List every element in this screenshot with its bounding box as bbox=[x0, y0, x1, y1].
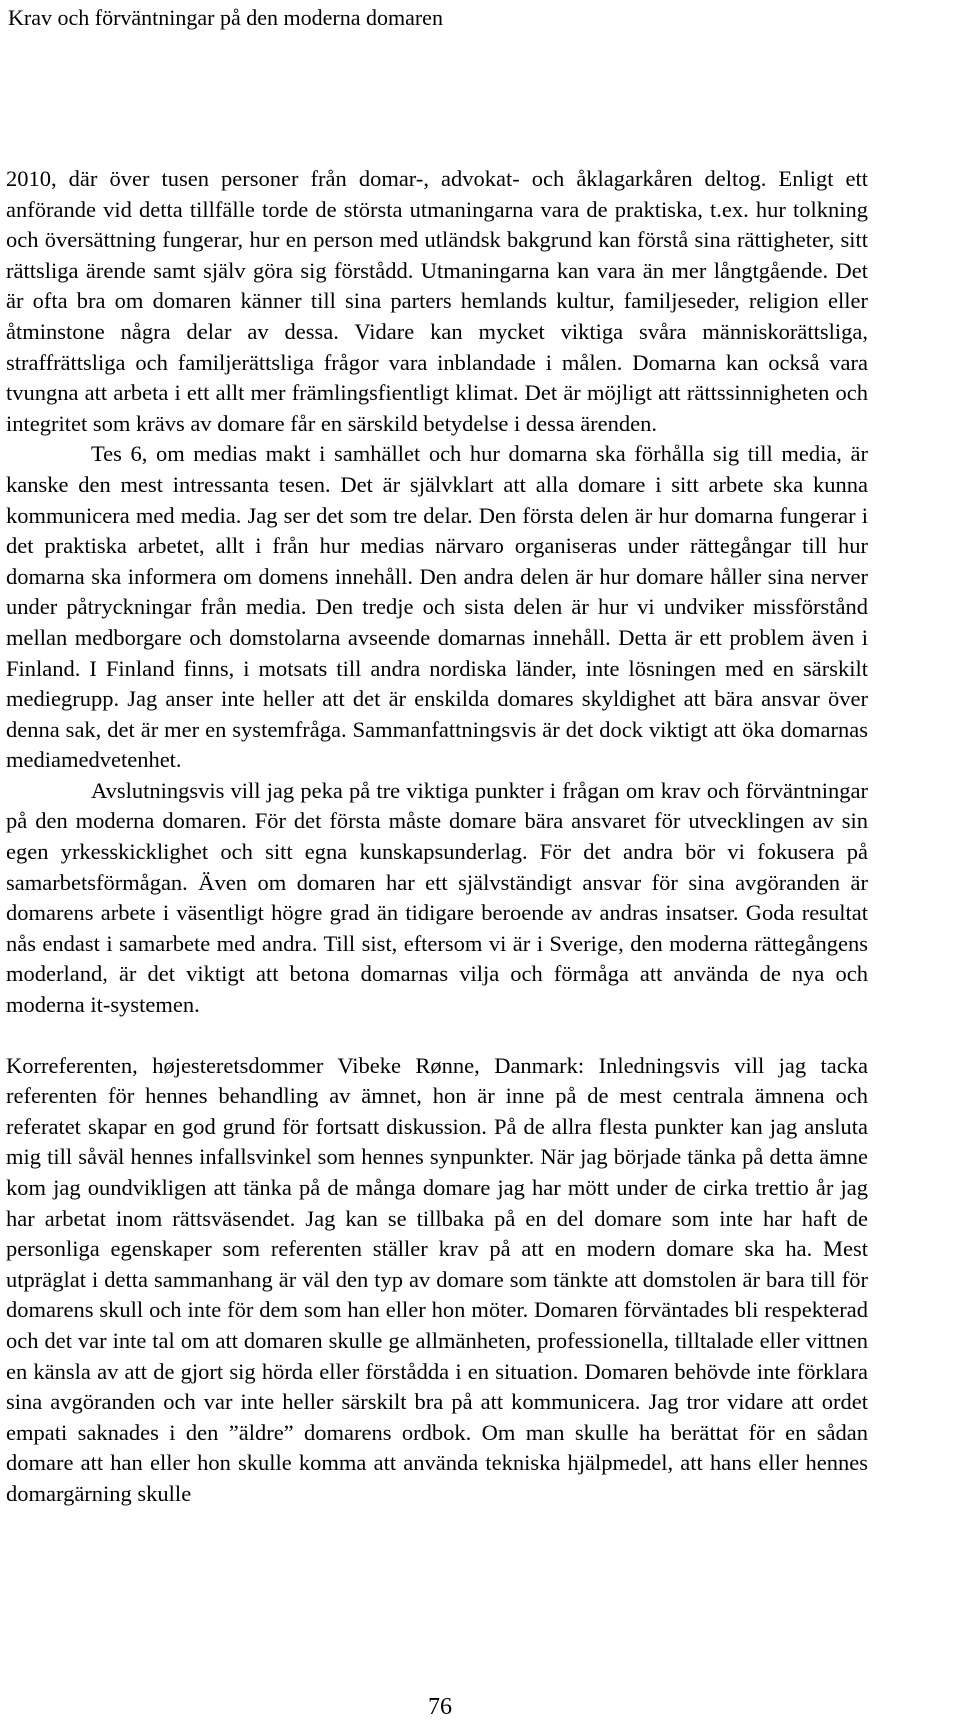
body-text bbox=[6, 164, 868, 1510]
paragraph-2: Tes 6, om medias makt i samhället och hur domarna ska förhålla sig till media, är kanske den mest intressanta tesen. Det är självklart att alla domare i sitt arbete ska kunna kommunicera med media. Jag ser det som tre delar. Den första delen är hur domarna fungerar i det praktiska arbetet, allt i från hur medias närvaro organiseras under rättegångar till hur domarna ska informera om domens innehåll. Den andra delen är hur domare håller sina nerver under påtryckningar från media. Den tredje och sista delen är hur vi undviker missförstånd mellan medborgare och domstolarna avseende domarnas innehåll. Detta är ett problem även i Finland. I Finland finns, i motsats till andra nordiska länder, inte lösningen med en särskilt mediegrupp. Jag anser inte heller att det är enskilda domares skyldighet att bära ansvar över denna sak, det är mer en systemfråga. Sammanfattningsvis är det dock viktigt att öka domarnas mediamedvetenhet. bbox=[6, 441, 868, 773]
paragraph-4: Korreferenten, højesteretsdommer Vibeke Rønne, Danmark: Inledningsvis vill jag tacka referenten för hennes behandling av ämnet, hon är inne på de mest centrala ämnena och referatet skapar en god grund för fortsatt diskussion. På de allra flesta punkter kan jag ansluta mig till såväl hennes infallsvinkel som hennes synpunkter. När jag började tänka på detta ämne kom jag oundvikligen att tänka på de många domare jag har mött under de cirka trettio år jag har arbetat inom rättsväsendet. Jag kan se tillbaka på en del domare som inte har haft de personliga egenskaper som referenten ställer krav på att en modern domare ska ha. Mest utpräglat i detta sammanhang är väl den typ av domare som tänkte att domstolen är bara till för domarens skull och inte för dem som han eller hon möter. Domaren förväntades bli respekterad och det var inte tal om att domaren skulle ge allmänheten, professionella, tilltalade eller vittnen en känsla av att de gjort sig hörda eller förstådda i en situation. Domaren behövde inte förklara sina avgöranden och var inte heller särskilt bra på att kommunicera. Jag tror vidare att ordet empati saknades i den ”äldre” domarens ordbok. Om man skulle ha berättat för en sådan domare att han eller hon skulle komma att använda tekniska hjälpmedel, att hans eller hennes domargärning skulle bbox=[6, 1052, 868, 1506]
paragraph-3: Avslutningsvis vill jag peka på tre viktiga punkter i frågan om krav och förväntningar på den moderna domaren. För det första måste domare bära ansvaret för utvecklingen av sin egen yrkesskicklighet och sitt egna kunskapsunderlag. För det andra bör vi fokusera på samarbetsförmågan. Även om domaren har ett självständigt ansvar för sina avgöranden är domarens arbete i väsentligt högre grad än tidigare beroende av andras insatser. Goda resultat nås endast i samarbete med andra. Till sist, eftersom vi är i Sverige, den moderna rättegångens moderland, är det viktigt att betona domarnas vilja och förmåga att använda de nya och moderna it-systemen. bbox=[6, 777, 868, 1018]
page-number: 76 bbox=[428, 1694, 452, 1720]
running-header-title: Krav och förväntningar på den moderna domaren bbox=[8, 5, 443, 30]
paragraph-1: 2010, där över tusen personer från domar-, advokat- och åklagarkåren deltog. Enligt ett anförande vid detta tillfälle torde de största utmaningarna vara de praktiska, t.ex. hur tolkning och översättning fungerar, hur en person med utländsk bakgrund kan förstå sina rättigheter, sitt rättsliga ärende samt själv göra sig förstådd. Utmaningarna kan vara än mer långtgående. Det är ofta bra om domaren känner till sina parters hemlands kultur, familjeseder, religion eller åtminstone några delar av dessa. Vidare kan mycket viktiga svåra människorättsliga, straffrättsliga och familjerättsliga frågor vara inblandade i målen. Domarna kan också vara tvungna att arbeta i ett allt mer främlingsfientligt klimat. Det är möjligt att rättssinnigheten och integritet som krävs av domare får en särskild betydelse i dessa ärenden. bbox=[6, 166, 868, 436]
